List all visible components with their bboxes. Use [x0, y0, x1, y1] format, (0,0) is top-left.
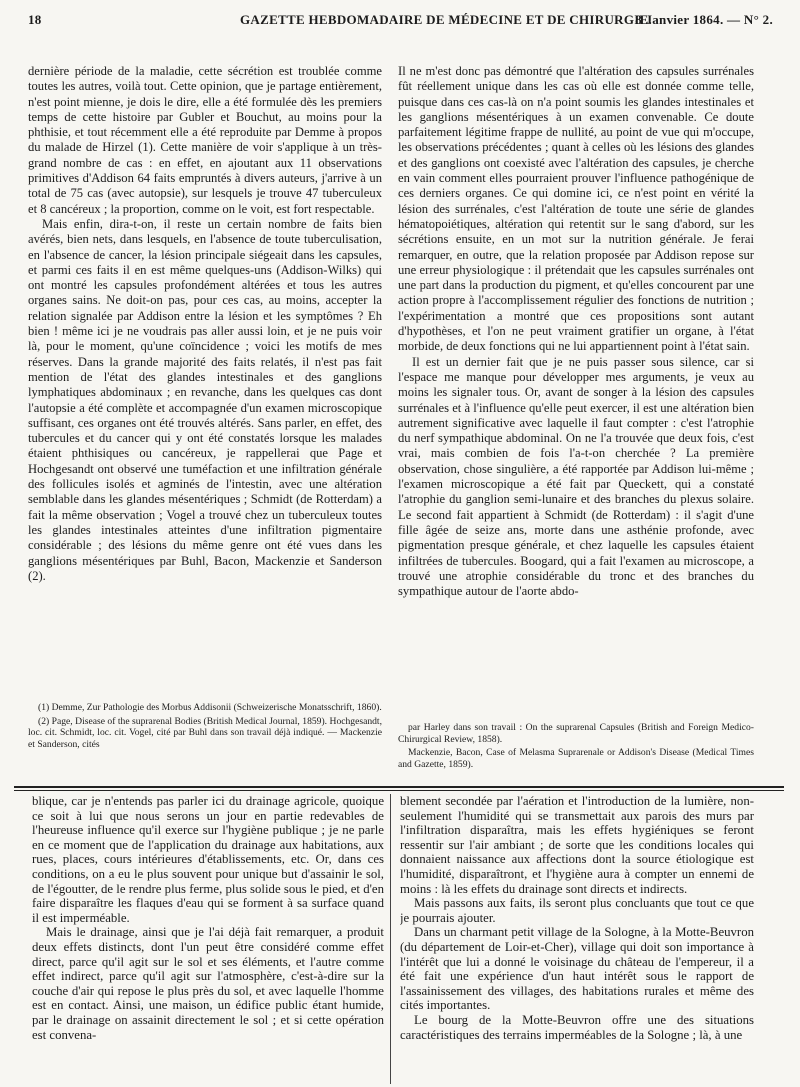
paragraph: Mais enfin, dira-t-on, il reste un certain nombre de faits bien avérés, bien nets, dans lesquels, en l'absence de toute tuberculisation, en l'absence de cancer, la lésion principale siégeait dans les capsules, et parmi ces faits il en est même quelques-uns (Addison-Wilks) qui ont montré les capsules profondément altérées et tous les autres organes sains. Ne doit-on pas, pour ces cas, au moins, accepter la relation signalée par Addison entre la lésion et les symptômes ? Eh bien ! même ici je ne voudrais pas aller aussi loin, et je ne puis voir là, pour le moment, qu'une coïncidence ; voici les motifs de mes réserves. Dans la grande majorité des faits relatés, il n'est pas fait mention de l'état des glandes intestinales et des ganglions lymphatiques abdominaux ; en revanche, dans les quelques cas dont l'autopsie a été complète et accompagnée d'un examen microscopique suffisant, ces organes ont été trouvés altérés. Sans parler, en effet, des tubercules et du cancer qui y ont été constatés lorsque les malades étaient phthisiques ou cancéreux, je rappellerai que Page et Hochgesandt ont observé une tuméfaction et une infiltration générale des follicules isolés et agminés de l'intestin, avec une altération semblable dans les glandes mésentériques ; Schmidt (de Rotterdam) a fait la même observation ; Vogel a trouvé chez un tuberculeux toutes les glandes intestinales atteintes d'une infiltration pigmentaire considérable ; des lésions du même genre ont été vues dans les ganglions mésentériques par Buhl, Bacon, Mackenzie et Sanderson (2). — [28, 216, 382, 583]
upper-left-column — [28, 64, 382, 690]
footnote: (1) Demme, Zur Pathologie des Morbus Addisonii (Schweizerische Monatsschrift, 1860). — [38, 702, 382, 713]
paragraph: Mais le drainage, ainsi que je l'ai déjà fait remarquer, a produit deux effets distincts, dont l'un peut être considéré comme effet direct, parce qu'il agit sur le sol et ses éléments, et l'autre comme effet indirect, parce qu'il agit sur l'atmosphère, c'est-à-dire sur la couche d'air qui repose le plus près du sol, et avec laquelle l'homme est en contact. Ainsi, une maison, un édifice public étant humide, par le drainage on assainit directement le sol ; et si cette opération est convena- — [32, 925, 384, 1042]
issue-date: 8 Janvier 1864. — N° 2. — [635, 12, 773, 27]
footnotes-right — [398, 722, 754, 776]
journal-title: GAZETTE HEBDOMADAIRE DE MÉDECINE ET DE CHIRURGIE. — [240, 12, 653, 27]
page-header — [28, 8, 773, 30]
paragraph: Il ne m'est donc pas démontré que l'altération des capsules surrénales fût réellement unique dans les cas où elle est donnée comme telle, puisque dans ces cas-là on n'a point soumis les glandes intestinales et les ganglions mésentériques à un examen convenable. Ce doute parfaitement légitime frappe de nullité, au point de vue qui m'occupe, les observations précédentes ; quant à celles où les lésions des glandes et des ganglions ont coexisté avec l'altération des capsules, je cherche en vain comment elles pourraient prouver l'influence pathogénique de ces derniers organes. Ce qui domine ici, ce n'est point en vérité la lésion des surrénales, c'est l'altération de toute une série de glandes hématopoiétiques, altération qui retentit sur le sang d'abord, sur les sécrétions ensuite, en un mot sur la nutrition générale. Je ferai remarquer, en outre, que la relation proposée par Addison repose sur une erreur physiologique : il prétendait que les capsules surrénales ont une part dans la production du pigment, et qu'elles concourent par une action propre à l'accomplissement régulier des fonctions de nutrition ; l'expérimentation a montré que ces propositions sont autant d'hypothèses, et l'on ne peut vraiment gratifier un organe, à l'état morbide, de deux fonctions qui ne lui appartiennent point à l'état sain. — [398, 64, 754, 354]
paragraph: Le bourg de la Motte-Beuvron offre une des situations caractéristiques des terrains imperméables de la Sologne ; là, à une — [400, 1012, 754, 1042]
section-divider-thin — [14, 790, 784, 791]
footnotes-left — [28, 702, 382, 790]
lower-left-column — [32, 794, 384, 1084]
upper-right-column — [398, 64, 754, 716]
section-divider — [14, 786, 784, 788]
paragraph: Dans un charmant petit village de la Sologne, à la Motte-Beuvron (du département de Loir-et-Cher), village qui doit son importance à l'intérêt que lui a donné le voisinage du château de l'empereur, il a été fait une expérience d'un haut intérêt sous le rapport de l'assainissement des villages, des habitations rurales et même des cités importantes. — [400, 925, 754, 1013]
paragraph: blement secondée par l'aération et l'introduction de la lumière, non-seulement l'humidité qui se transmettait aux parois des murs par l'infiltration disparaîtra, mais les effets hygiéniques se feront ressentir sur l'air ambiant ; de sorte que les conditions locales qui donnaient naissance aux affections dont la source étiologique est l'humidité, disparaîtront, et l'hygiène aura à compter un ennemi de moins : là les effets du drainage sont directs et indirects. — [400, 794, 754, 896]
paragraph: Mais passons aux faits, ils seront plus concluants que tout ce que je pourrais ajouter. — [400, 896, 754, 925]
page-number: 18 — [28, 12, 42, 27]
paragraph: Il est un dernier fait que je ne puis passer sous silence, car si l'espace me manque pour développer mes arguments, je veux au moins les signaler tous. Or, avant de songer à la lésion des capsules surrénales et à l'influence qu'elle peut exercer, il est une altération bien autrement significative avec laquelle il faut compter : c'est l'atrophie du nerf sympathique abdominal. On ne l'a trouvée que deux fois, c'est vrai, mais combien de fois l'a-t-on cherchée ? La première observation, chose singulière, a été rapportée par Addison lui-même ; l'examen microscopique a été fait par Queckett, qui a constaté l'atrophie du ganglion semi-lunaire et des branches du plexus solaire. Le second fait appartient à Schmidt (de Rotterdam) : il s'agit d'une fille âgée de seize ans, morte dans une asthénie profonde, avec pigmentation presque générale, et chez laquelle les capsules étaient infiltrées de tubercules. Boogard, qui a fait l'examen au microscope, a trouvé une atrophie considérable du tronc et des branches du sympathique autour de l'aorte abdo- — [398, 354, 754, 599]
footnote: (2) Page, Disease of the suprarenal Bodies (British Medical Journal, 1859). Hochgesandt, loc. cit. Schmidt, loc. cit. Vogel, cité par Buhl dans son travail déjà indiqué. — Mackenzie et Sanderson, cités — [28, 715, 382, 750]
paragraph: blique, car je n'entends pas parler ici du drainage agricole, quoique ce soit à lui que nous serons un jour en partie redevables de l'heureuse influence qu'il exerce sur l'hygiène publique ; je ne parle en ce moment que de l'application du drainage aux habitations, aux rues, places, cours intérieures d'établissements, etc. Or, dans ces conditions, on a eu le plus souvent pour unique but d'assainir le sol, de l'égoutter, de le rendre plus ferme, plus solide sous le pied, et d'en faire disparaître les flaques d'eau qui se forment à sa surface quand il est imperméable. — [32, 794, 384, 925]
paragraph: dernière période de la maladie, cette sécrétion est troublée comme toutes les autres, voilà tout. Cette opinion, que je partage entièrement, n'est point mienne, je dois le dire, elle a été formulée dès les premiers temps de cette histoire par Gubler et Bouchut, au moins pour la phthisie, et tout récemment elle a été reproduite par Demme à propos du malade de Hirzel (1). Cette manière de voir s'applique à un très-grand nombre de cas : en effet, en ajoutant aux 11 observations primitives d'Addison 64 faits empruntés à divers auteurs, j'arrive à un total de 75 cas (avec autopsie), sur lesquels je trouve 47 tuberculeux et 8 cancéreux ; la proportion, comme on le voit, est fort respectable. — [28, 64, 382, 216]
footnote: Mackenzie, Bacon, Case of Melasma Suprarenale or Addison's Disease (Medical Times and Gazette, 1859). — [398, 747, 754, 770]
footnote: par Harley dans son travail : On the suprarenal Capsules (British and Foreign Medico-Chirurgical Review, 1858). — [398, 722, 754, 745]
column-divider — [390, 794, 391, 1084]
lower-right-column — [400, 794, 754, 1084]
